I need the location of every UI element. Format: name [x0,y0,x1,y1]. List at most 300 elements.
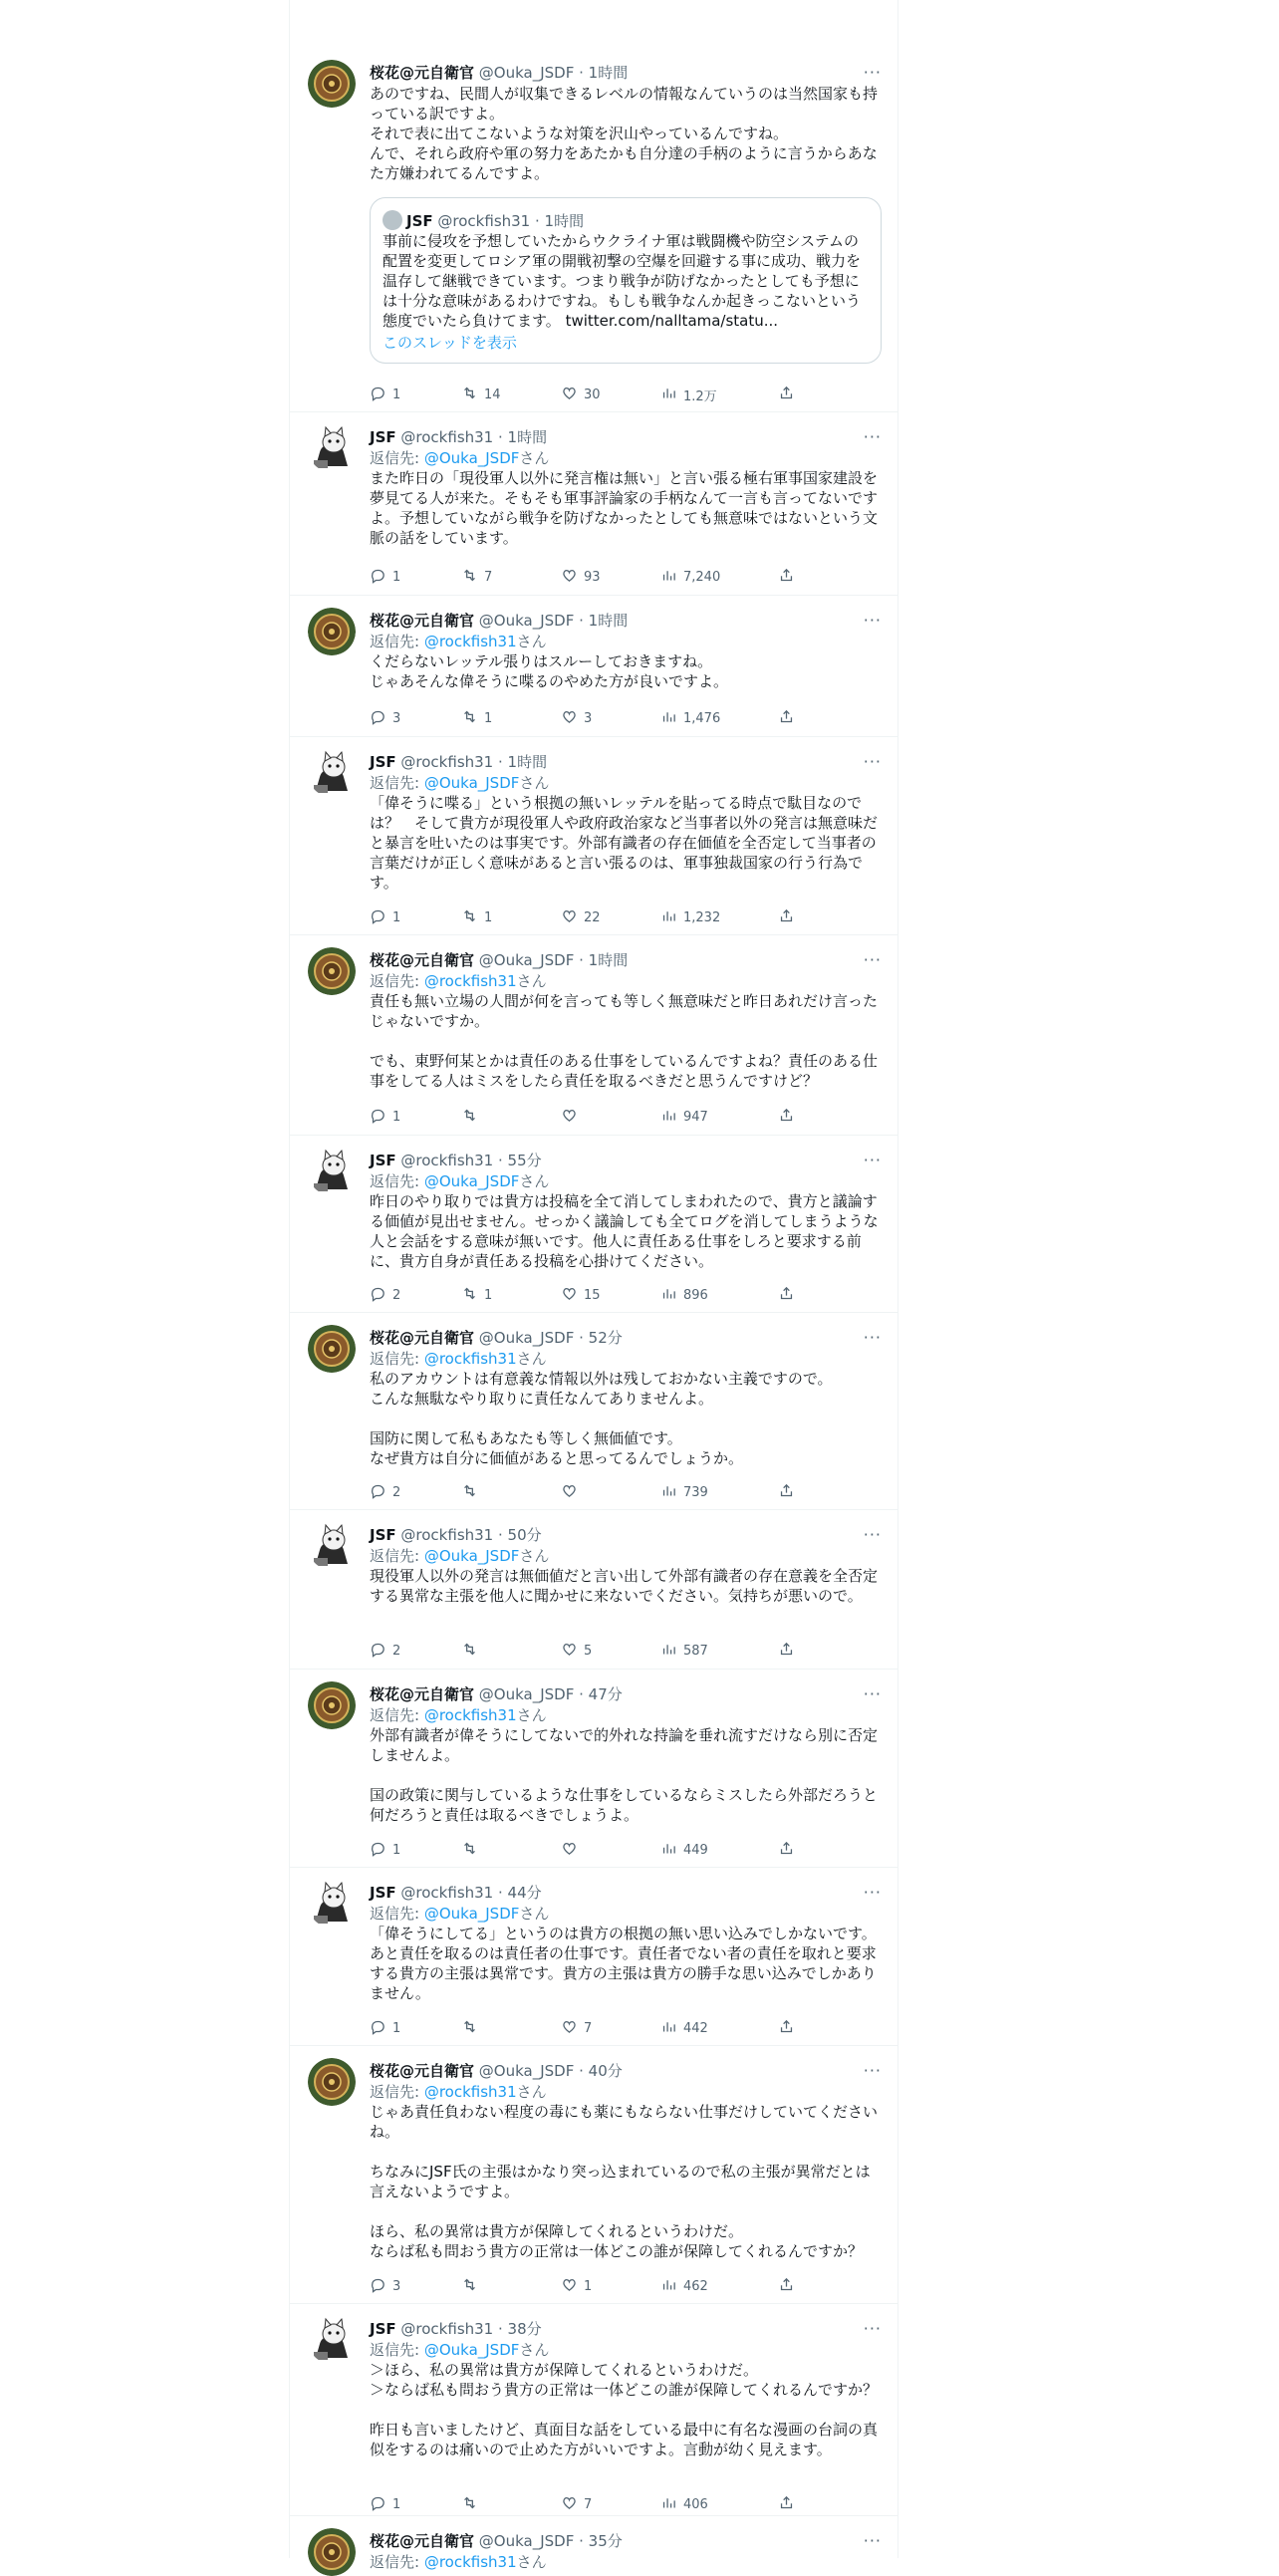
share-icon [778,1107,795,1128]
share-button[interactable] [778,1840,795,1860]
tweet-divider [290,1867,897,1868]
like-icon [561,385,578,405]
tweet-text: ＞ほら、私の異常は貴方が保障してくれるというわけだ。 ＞ならば私も問おう貴方の正常は一体どこの誰が保障してくれるんですか？ 昨日も言いましたけど、真面目な話をしている最中に有名な漫画の台詞の真似をするのは痛いので止めた方がいいですよ。言動が幼く見えます。 [370,2361,879,2458]
count-likes: 30 [584,386,601,402]
retweet-button[interactable] [461,907,561,927]
avatar[interactable] [308,749,356,797]
avatar[interactable] [308,947,356,995]
quoted-timestamp: 1時間 [544,212,585,230]
reply-suffix: さん [519,1172,550,1190]
author-handle[interactable]: @Ouka_JSDF [478,2062,575,2080]
share-icon [778,1840,795,1861]
tweet-text: 「偉そうにしてる」というのは貴方の根拠の無い思い込みでしかないです。あと責任を取るのは責任者の仕事です。責任者でない者の責任を取れと要求する貴方の主張は異常です。貴方の主張は貴方の勝手な思い込みでしかありません。 [370,1925,877,2002]
separator-dot: · [574,951,589,969]
like-icon [561,2494,578,2515]
author-name[interactable]: JSF [370,2320,396,2338]
count-views: 1.2万 [683,388,717,404]
count-replies: 1 [392,909,401,925]
retweet-button[interactable] [461,708,561,728]
retweet-icon [461,708,478,729]
like-button[interactable] [561,2018,660,2038]
reply-prefix: 返信先: [370,1547,424,1565]
reply-button[interactable] [370,1482,461,1502]
tweet[interactable] [290,1144,897,1313]
tweet-header [370,1524,882,1546]
retweet-icon [461,2494,478,2515]
count-views: 442 [683,2020,708,2036]
tweet-text: くだらないレッテル張りはスルーしておきますね。 じゃあそんな偉そうに喋るのやめた方が良いですよ。 [370,652,729,690]
count-replies: 2 [392,1484,401,1500]
count-views: 449 [683,1842,708,1858]
separator-dot: · [574,2532,589,2550]
count-retweets: 1 [484,1287,493,1303]
count-replies: 1 [392,2496,401,2512]
separator-dot: · [493,1884,508,1902]
share-button[interactable] [778,1107,795,1127]
tweet-body [370,426,882,548]
like-icon [561,1107,578,1128]
separator-dot: · [574,2062,589,2080]
retweet-icon [461,1285,478,1306]
quoted-tweet[interactable] [370,197,882,364]
share-button[interactable] [778,907,795,927]
tweet-divider [290,736,897,737]
like-icon [561,2018,578,2039]
views-button[interactable] [660,907,778,927]
retweet-icon [461,385,478,405]
count-replies: 3 [392,2278,401,2294]
retweet-button[interactable] [461,1482,561,1502]
reply-suffix: さん [519,774,550,792]
share-icon [778,708,795,729]
author-handle[interactable]: @Ouka_JSDF [478,951,575,969]
action-bar [370,2276,808,2296]
separator-dot: · [574,1329,589,1347]
tweet-header [370,1150,882,1171]
timestamp[interactable]: 52分 [588,1329,623,1347]
avatar[interactable] [308,1522,356,1570]
count-likes: 22 [584,909,601,925]
reply-button[interactable] [370,708,461,728]
reply-to-line [370,2340,882,2360]
tweet-body [370,1327,882,1468]
views-button[interactable] [660,2276,778,2296]
reply-button[interactable] [370,567,461,587]
count-replies: 2 [392,1643,401,1659]
reply-icon [370,385,386,405]
reply-prefix: 返信先: [370,972,424,990]
count-views: 1,232 [683,909,721,925]
author-handle[interactable]: @Ouka_JSDF [478,1685,575,1703]
reply-mention-link[interactable]: @Ouka_JSDF [423,774,520,792]
reply-prefix: 返信先: [370,633,424,650]
tweet-header [370,949,882,971]
reply-button[interactable] [370,385,461,404]
reply-icon [370,2276,386,2297]
like-button[interactable] [561,1285,660,1305]
share-button[interactable] [778,1482,795,1502]
author-handle[interactable]: @Ouka_JSDF [478,1329,575,1347]
timestamp[interactable]: 35分 [588,2532,623,2550]
reply-button[interactable] [370,2276,461,2296]
timestamp[interactable]: 44分 [507,1884,542,1902]
tweet-body [370,1524,882,1606]
retweet-icon [461,907,478,928]
author-name[interactable]: 桜花@元自衛官 [370,1329,475,1347]
reply-mention-link[interactable]: @rockfish31 [423,633,517,650]
tweet-header [370,751,882,773]
author-handle[interactable]: @rockfish31 [400,1152,494,1169]
author-handle[interactable]: @rockfish31 [400,2320,494,2338]
author-name[interactable]: JSF [370,428,396,446]
tweet-header [370,610,882,632]
author-handle[interactable]: @Ouka_JSDF [478,612,575,630]
tweet[interactable] [290,1321,897,1510]
tweet-text: また昨日の「現役軍人以外に発言権は無い」と言い張る極右軍事国家建設を夢見てる人が来た。そもそも軍事評論家の手柄なんて一言も言ってないですよ。予想していながら戦争を防げなかったとしても無意味ではないという文脈の話をしています。 [370,469,879,547]
reply-mention-link[interactable]: @Ouka_JSDF [423,1547,520,1565]
views-button[interactable] [660,1482,778,1502]
count-likes: 7 [584,2020,593,2036]
reply-prefix: 返信先: [370,1905,424,1923]
count-views: 739 [683,1484,708,1500]
author-name[interactable]: JSF [370,753,396,771]
reply-icon [370,567,386,588]
tweet-body [370,610,882,691]
share-button[interactable] [778,1641,795,1661]
views-button[interactable] [660,1840,778,1860]
avatar[interactable] [308,2528,356,2576]
tweet-text: 現役軍人以外の発言は無価値だと言い出して外部有識者の存在意義を全否定する異常な主張を他人に聞かせに来ないでください。気持ちが悪いので。 [370,1567,879,1605]
reply-button[interactable] [370,1641,461,1661]
timestamp[interactable]: 1時間 [507,753,548,771]
retweet-icon [461,2276,478,2297]
analytics-icon [660,2276,677,2297]
timeline-feed [289,0,898,2571]
tweet[interactable] [290,420,897,596]
more-options-icon[interactable]: ··· [863,63,882,82]
author-handle[interactable]: @rockfish31 [400,1884,494,1902]
reply-to-line [370,1171,882,1191]
more-options-icon[interactable]: ··· [863,427,882,446]
like-button[interactable] [561,1641,660,1661]
tweet-divider [290,2303,897,2304]
share-icon [778,1641,795,1662]
tweet-header [370,2318,882,2340]
analytics-icon [660,708,677,729]
reply-button[interactable] [370,1107,461,1127]
action-bar [370,385,808,404]
share-icon [778,1285,795,1306]
more-options-icon[interactable]: ··· [863,2319,882,2338]
views-button[interactable] [660,1285,778,1305]
reply-button[interactable] [370,2494,461,2514]
reply-mention-link[interactable]: @rockfish31 [423,2083,517,2101]
author-name[interactable]: 桜花@元自衛官 [370,612,475,630]
count-views: 462 [683,2278,708,2294]
tweet[interactable] [290,2054,897,2304]
retweet-button[interactable] [461,2276,561,2296]
like-button[interactable] [561,708,660,728]
more-options-icon[interactable]: ··· [863,1328,882,1347]
avatar[interactable] [308,2316,356,2364]
action-bar [370,1641,808,1661]
avatar[interactable] [308,2058,356,2106]
like-icon [561,1482,578,1503]
count-views: 947 [683,1109,708,1125]
tweet[interactable] [290,2312,897,2516]
like-icon [561,1285,578,1306]
timestamp[interactable]: 38分 [507,2320,542,2338]
reply-suffix: さん [516,1706,547,1724]
count-likes: 1 [584,2278,593,2294]
analytics-icon [660,1482,677,1503]
reply-suffix: さん [516,2083,547,2101]
share-button[interactable] [778,385,795,404]
action-bar [370,907,808,927]
tweet-body [370,751,882,893]
count-views: 7,240 [683,569,721,585]
more-options-icon[interactable]: ··· [863,1151,882,1169]
quoted-text: 事前に侵攻を予想していたからウクライナ軍は戦闘機や防空システムの配置を変更してロシア軍の開戦初撃の空爆を回避する事に成功、戦力を温存して継戦できています。つまり戦争が防げなかったとしても予想には十分な意味があるわけですね。もしも戦争なんか起きっこないという態度でいたら負けてます。 twitter.com/nalltama/statu... [383,232,862,330]
retweet-icon [461,567,478,588]
like-button[interactable] [561,907,660,927]
author-name[interactable]: JSF [370,1526,396,1544]
retweet-button[interactable] [461,2494,561,2514]
reply-prefix: 返信先: [370,2553,424,2571]
reply-prefix: 返信先: [370,1350,424,1368]
author-handle[interactable]: @rockfish31 [400,753,494,771]
avatar[interactable] [308,60,356,108]
reply-suffix: さん [516,972,547,990]
avatar[interactable] [308,424,356,472]
views-button[interactable] [660,708,778,728]
show-thread-link[interactable]: このスレッドを表示 [383,334,517,352]
tweet-header [370,2530,882,2552]
author-name[interactable]: 桜花@元自衛官 [370,1685,475,1703]
retweet-button[interactable] [461,1285,561,1305]
reply-mention-link[interactable]: @rockfish31 [423,1706,517,1724]
like-button[interactable] [561,2494,660,2514]
reply-mention-link[interactable]: @rockfish31 [423,972,517,990]
reply-to-line [370,2552,882,2572]
author-name[interactable]: 桜花@元自衛官 [370,2532,475,2550]
share-button[interactable] [778,708,795,728]
tweet-divider [290,2045,897,2046]
views-button[interactable] [660,1107,778,1127]
tweet[interactable] [290,745,897,935]
retweet-button[interactable] [461,2018,561,2038]
author-handle[interactable]: @rockfish31 [400,1526,494,1544]
analytics-icon [660,1840,677,1861]
tweet-body [370,1882,882,2003]
reply-mention-link[interactable]: @Ouka_JSDF [423,449,520,467]
separator-dot: · [493,1152,508,1169]
action-bar [370,1107,808,1127]
more-options-icon[interactable]: ··· [863,950,882,969]
retweet-button[interactable] [461,1840,561,1860]
timestamp[interactable]: 1時間 [588,951,629,969]
avatar[interactable] [308,1880,356,1928]
tweet-header [370,1327,882,1349]
author-handle[interactable]: @Ouka_JSDF [478,2532,575,2550]
reply-icon [370,1641,386,1662]
reply-button[interactable] [370,1285,461,1305]
retweet-icon [461,1641,478,1662]
reply-mention-link[interactable]: @Ouka_JSDF [423,1172,520,1190]
share-button[interactable] [778,567,795,587]
timestamp[interactable]: 50分 [507,1526,542,1544]
count-replies: 1 [392,1842,401,1858]
reply-suffix: さん [519,1547,550,1565]
more-options-icon[interactable]: ··· [863,2061,882,2080]
tweet-header [370,1683,882,1705]
analytics-icon [660,2494,677,2515]
reply-to-line [370,1349,882,1369]
more-options-icon[interactable]: ··· [863,1525,882,1544]
count-retweets: 1 [484,710,493,726]
reply-to-line [370,971,882,991]
reply-suffix: さん [519,2341,550,2359]
timestamp[interactable]: 1時間 [507,428,548,446]
tweet[interactable] [290,1876,897,2046]
timestamp[interactable]: 1時間 [588,612,629,630]
reply-icon [370,1482,386,1503]
like-button[interactable] [561,1107,660,1127]
separator-dot: · [574,1685,589,1703]
reply-icon [370,2018,386,2039]
author-name[interactable]: 桜花@元自衛官 [370,2062,475,2080]
tweet[interactable] [290,604,897,737]
tweet-body [370,1683,882,1825]
timestamp[interactable]: 1時間 [588,64,629,82]
like-button[interactable] [561,1840,660,1860]
author-name[interactable]: JSF [370,1884,396,1902]
action-bar [370,708,808,728]
count-likes: 15 [584,1287,601,1303]
views-button[interactable] [660,2018,778,2038]
count-views: 587 [683,1643,708,1659]
reply-suffix: さん [519,1905,550,1923]
analytics-icon [660,385,677,405]
share-button[interactable] [778,1285,795,1305]
timestamp[interactable]: 55分 [507,1152,542,1169]
reply-button[interactable] [370,907,461,927]
reply-mention-link[interactable]: @Ouka_JSDF [423,2341,520,2359]
share-button[interactable] [778,2018,795,2038]
like-button[interactable] [561,2276,660,2296]
reply-prefix: 返信先: [370,2083,424,2101]
tweet[interactable] [290,1518,897,1670]
reply-icon [370,708,386,729]
action-bar [370,1840,808,1860]
tweet-header [370,426,882,448]
tweet[interactable] [290,56,897,412]
more-options-icon[interactable]: ··· [863,1684,882,1703]
separator-dot: · [574,612,589,630]
separator-dot: · [493,428,508,446]
separator-dot: · [493,2320,508,2338]
count-likes: 93 [584,569,601,585]
reply-icon [370,1285,386,1306]
action-bar [370,2018,808,2038]
reply-mention-link[interactable]: @Ouka_JSDF [423,1905,520,1923]
like-button[interactable] [561,567,660,587]
views-button[interactable] [660,385,778,404]
tweet-divider [290,411,897,412]
reply-to-line [370,632,882,651]
more-options-icon[interactable]: ··· [863,1883,882,1902]
reply-mention-link[interactable]: @rockfish31 [423,1350,517,1368]
like-icon [561,907,578,928]
tweet-divider [290,595,897,596]
retweet-button[interactable] [461,567,561,587]
share-icon [778,1482,795,1503]
views-button[interactable] [660,2494,778,2514]
views-button[interactable] [660,1641,778,1661]
tweet-header [370,62,882,84]
tweet-text: 責任も無い立場の人間が何を言っても等しく無意味だと昨日あれだけ言ったじゃないですか。 でも、東野何某とかは責任のある仕事をしているんですよね？責任のある仕事をしてる人はミスをしたら責任を取るべきだと思うんですけど？ [370,992,879,1090]
tweet-body [370,62,882,364]
more-options-icon[interactable]: ··· [863,611,882,630]
avatar[interactable] [308,608,356,655]
tweet[interactable] [290,943,897,1136]
share-icon [778,2018,795,2039]
retweet-button[interactable] [461,385,561,404]
tweet-divider [290,1509,897,1510]
reply-to-line [370,448,882,468]
author-handle[interactable]: @rockfish31 [400,428,494,446]
reply-button[interactable] [370,2018,461,2038]
count-replies: 2 [392,1287,401,1303]
action-bar [370,1482,808,1502]
reply-mention-link[interactable]: @rockfish31 [423,2553,517,2571]
separator-dot: · [493,753,508,771]
tweet[interactable] [290,1677,897,1868]
share-button[interactable] [778,2494,795,2514]
like-button[interactable] [561,1482,660,1502]
reply-prefix: 返信先: [370,2341,424,2359]
author-name[interactable]: JSF [370,1152,396,1169]
tweet-header [370,1882,882,1904]
author-name[interactable]: 桜花@元自衛官 [370,951,475,969]
reply-button[interactable] [370,1840,461,1860]
tweet-body [370,2530,882,2572]
tweet[interactable] [290,2524,897,2571]
avatar[interactable] [308,1325,356,1373]
avatar[interactable] [308,1148,356,1195]
timestamp[interactable]: 40分 [588,2062,623,2080]
tweet-body [370,1150,882,1271]
more-options-icon[interactable]: ··· [863,2531,882,2550]
like-button[interactable] [561,385,660,404]
share-icon [778,2494,795,2515]
retweet-button[interactable] [461,1641,561,1661]
reply-suffix: さん [519,449,550,467]
retweet-icon [461,1107,478,1128]
author-handle[interactable]: @Ouka_JSDF [478,64,575,82]
reply-to-line [370,2082,882,2102]
quoted-avatar [383,210,402,230]
retweet-button[interactable] [461,1107,561,1127]
analytics-icon [660,1641,677,1662]
views-button[interactable] [660,567,778,587]
author-name[interactable]: 桜花@元自衛官 [370,64,475,82]
timestamp[interactable]: 47分 [588,1685,623,1703]
more-options-icon[interactable]: ··· [863,752,882,771]
share-button[interactable] [778,2276,795,2296]
share-icon [778,2276,795,2297]
avatar[interactable] [308,1681,356,1729]
